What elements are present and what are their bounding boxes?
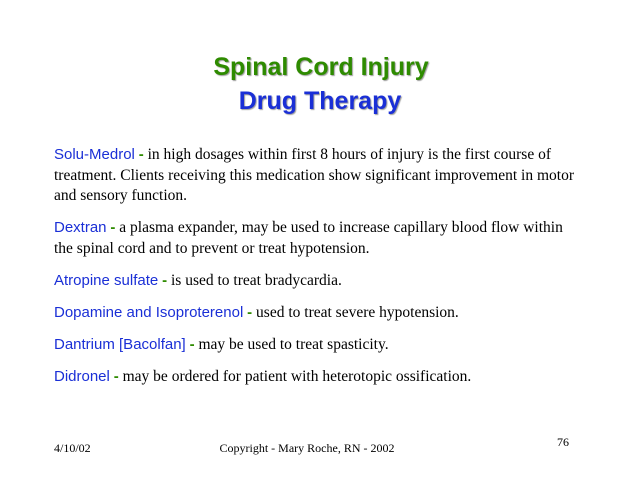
drug-dash: -	[138, 146, 144, 163]
drug-item-dextran	[54, 218, 584, 259]
drug-name: Dantrium [Bacolfan]	[54, 335, 186, 353]
drug-item-didronel	[54, 367, 584, 388]
slide-title	[0, 50, 640, 118]
page-number: 76	[557, 435, 569, 449]
drug-name: Didronel	[54, 367, 110, 385]
drug-item-solu-medrol	[54, 145, 584, 207]
drug-item-dopamine-isoproterenol	[54, 303, 584, 324]
drug-description: a plasma expander, may be used to increase capillary blood flow within the spinal cord and to prevent or treat hypotension.	[54, 219, 563, 257]
drug-dash: -	[162, 271, 168, 289]
drug-name: Dextran	[54, 219, 107, 236]
drug-description: in high dosages within first 8 hours of injury is the first course of treatment. Clients receiving this medication show significant improvement in motor and sensory function.	[54, 146, 574, 204]
drug-description: may be used to treat spasticity.	[194, 335, 389, 353]
drug-list	[54, 145, 584, 399]
drug-name: Solu-Medrol	[54, 146, 135, 163]
drug-dash: -	[113, 367, 119, 385]
footer-date: 4/10/02	[54, 441, 91, 455]
drug-description: may be ordered for patient with heterotopic ossification.	[118, 367, 472, 385]
drug-item-atropine-sulfate	[54, 271, 584, 292]
drug-dash: -	[189, 335, 195, 353]
drug-dash: -	[110, 219, 116, 236]
drug-name: Atropine sulfate	[54, 271, 159, 289]
drug-description: is used to treat bradycardia.	[167, 271, 342, 289]
drug-name: Dopamine and Isoproterenol	[54, 303, 244, 321]
drug-dash: -	[247, 303, 253, 321]
title-line-drug-therapy: Drug Therapy	[238, 87, 402, 115]
footer-copyright: Copyright - Mary Roche, RN - 2002	[219, 441, 395, 455]
title-line-spinal-cord-injury: Spinal Cord Injury	[213, 53, 429, 81]
drug-item-dantrium	[54, 335, 584, 356]
drug-description: used to treat severe hypotension.	[252, 303, 459, 321]
